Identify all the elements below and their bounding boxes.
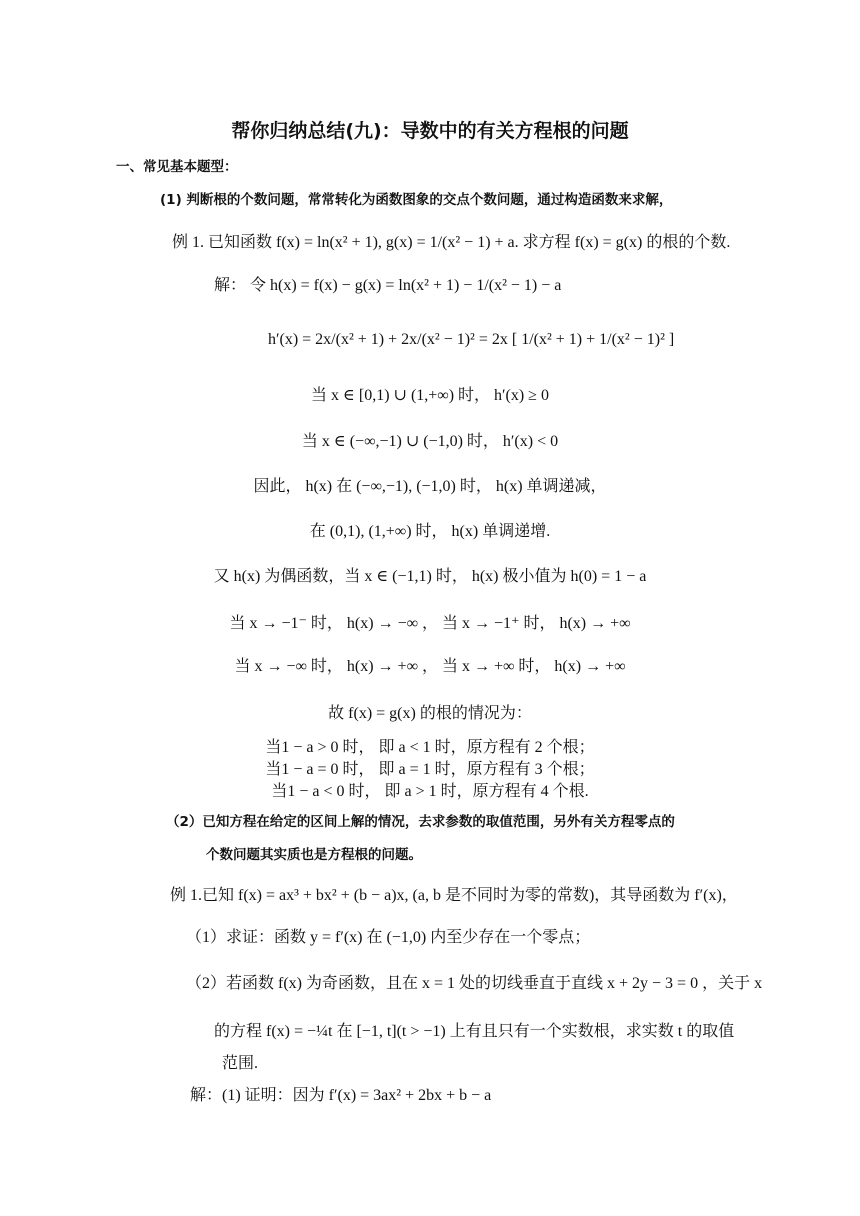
example-1-case-1: 当1 − a > 0 时， 即 a < 1 时，原方程有 2 个根； <box>265 739 595 756</box>
example-1-case-3: 当1 − a < 0 时， 即 a > 1 时，原方程有 4 个根. <box>271 783 589 800</box>
example-2-question-2-line-2: 的方程 f(x) = −¼t 在 [−1, t](t > −1) 上有且只有一个实数根，求实数 t 的取值 <box>214 1023 735 1040</box>
example-1-derivative: h′(x) = 2x/(x² + 1) + 2x/(x² − 1)² = 2x [ 1/(x² + 1) + 1/(x² − 1)² ] <box>268 331 675 348</box>
example-2-question-2-line-3: 范围. <box>222 1055 259 1072</box>
example-1-line-5: 又 h(x) 为偶函数，当 x ∈ (−1,1) 时， h(x) 极小值为 h(0) = 1 − a <box>213 568 647 585</box>
section-heading: 一、常见基本题型： <box>116 159 238 175</box>
example-1-line-6: 当 x → −1⁻ 时， h(x) → −∞ ， 当 x → −1⁺ 时， h(x) → +∞ <box>229 615 631 632</box>
item-2-text-line-2: 个数问题其实质也是方程根的问题。 <box>206 847 422 863</box>
item-2-text-line-1: （2）已知方程在给定的区间上解的情况，去求参数的取值范围，另外有关方程零点的 <box>166 814 675 830</box>
example-1-line-3: 因此， h(x) 在 (−∞,−1), (−1,0) 时， h(x) 单调递减， <box>253 478 607 495</box>
example-1-line-2: 当 x ∈ (−∞,−1) ∪ (−1,0) 时， h′(x) < 0 <box>301 433 559 450</box>
example-1-line-8: 故 f(x) = g(x) 的根的情况为： <box>328 705 532 722</box>
document-title: 帮你归纳总结(九)：导数中的有关方程根的问题 <box>231 120 629 142</box>
example-1-line-7: 当 x → −∞ 时， h(x) → +∞ ， 当 x → +∞ 时， h(x) → +∞ <box>234 658 626 675</box>
example-1-line-1: 当 x ∈ [0,1) ∪ (1,+∞) 时， h′(x) ≥ 0 <box>311 387 549 404</box>
example-2-problem: 例 1.已知 f(x) = ax³ + bx² + (b − a)x, (a, b 是不同时为零的常数)，其导函数为 f′(x)， <box>170 887 738 904</box>
example-1-solution-start: 解： 令 h(x) = f(x) − g(x) = ln(x² + 1) − 1/(x² − 1) − a <box>214 277 562 294</box>
example-2-question-2-line-1: （2）若函数 f(x) 为奇函数，且在 x = 1 处的切线垂直于直线 x + 2y − 3 = 0 ，关于 x <box>186 975 763 992</box>
example-1-case-2: 当1 − a = 0 时， 即 a = 1 时，原方程有 3 个根； <box>265 761 595 778</box>
example-2-solution-start: 解：(1) 证明：因为 f′(x) = 3ax² + 2bx + b − a <box>190 1087 492 1104</box>
example-2-question-1: （1）求证：函数 y = f′(x) 在 (−1,0) 内至少存在一个零点； <box>186 929 591 946</box>
example-1-line-4: 在 (0,1), (1,+∞) 时， h(x) 单调递增. <box>309 523 551 540</box>
item-1-text: (1) 判断根的个数问题，常常转化为函数图象的交点个数问题，通过构造函数来求解， <box>160 192 673 208</box>
example-1-problem: 例 1. 已知函数 f(x) = ln(x² + 1), g(x) = 1/(x² − 1) + a. 求方程 f(x) = g(x) 的根的个数. <box>172 234 731 251</box>
